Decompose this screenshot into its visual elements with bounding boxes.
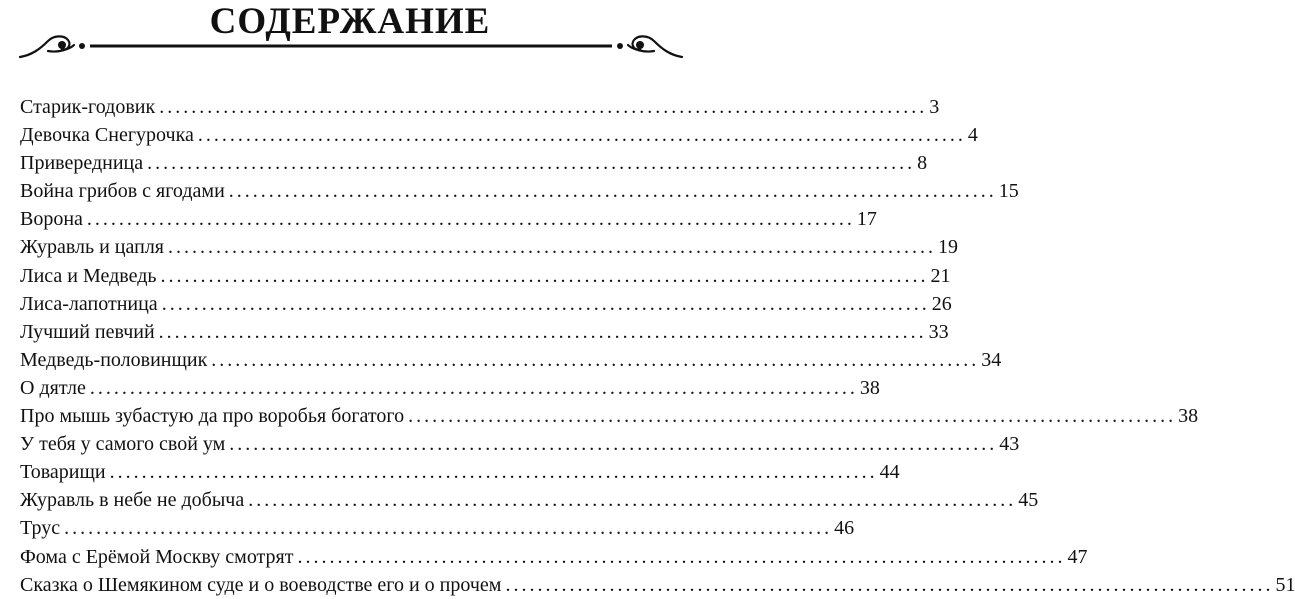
toc-entry-page: 43 <box>999 433 1020 456</box>
toc-entry[interactable] <box>20 543 1088 571</box>
toc-entry-title: Журавль и цапля <box>20 236 165 259</box>
toc-entry-title: Журавль в небе не добыча <box>20 489 245 512</box>
toc-entry-title: О дятле <box>20 376 86 399</box>
toc-entry-page: 38 <box>1178 405 1199 428</box>
toc-entry-page: 3 <box>929 96 940 118</box>
page-title: СОДЕРЖАНИЕ <box>209 1 491 42</box>
toc-entry-title: Про мышь зубастую да про воробья богатого <box>20 405 405 428</box>
toc-entry-page: 51 <box>1275 573 1295 596</box>
toc-entry-page: 33 <box>928 320 949 343</box>
toc-entry-title: Медведь-половинщик <box>20 348 208 371</box>
toc-entry-page: 45 <box>1018 489 1039 512</box>
toc-entry-title: У тебя у самого свой ум <box>20 433 226 456</box>
toc-entry[interactable] <box>20 430 1020 458</box>
toc-entry-page: 15 <box>998 180 1019 203</box>
toc-entry-page: 47 <box>1067 545 1088 568</box>
toc-dot-leader: ................................................................................................ <box>161 292 930 315</box>
right-dot-icon <box>617 43 623 49</box>
divider-rule <box>90 45 612 48</box>
toc-entry[interactable] <box>20 149 928 177</box>
toc-entry-title: Трус <box>20 517 61 540</box>
toc-dot-leader: ................................................................................................ <box>159 96 928 118</box>
toc-entry-title: Старик-годовик <box>20 96 156 118</box>
toc-entry-title: Ворона <box>20 208 83 231</box>
toc-entry-title: Лучший певчий <box>20 320 155 343</box>
toc-dot-leader: ................................................................................................ <box>147 152 916 175</box>
toc-entry-page: 34 <box>981 348 1002 371</box>
table-of-contents <box>20 93 1295 599</box>
toc-entry[interactable] <box>20 402 1199 430</box>
toc-entry-title: Товарищи <box>20 461 106 484</box>
toc-entry-title: Сказка о Шемякином суде и о воеводстве его и о прочем <box>20 573 502 596</box>
toc-entry[interactable] <box>20 486 1039 514</box>
toc-entry[interactable] <box>20 205 877 233</box>
toc-entry-page: 8 <box>917 152 928 175</box>
toc-dot-leader: ................................................................................................ <box>211 348 980 371</box>
toc-entry-page: 38 <box>859 376 880 399</box>
title-divider-ornament <box>18 33 684 59</box>
toc-entry-page: 26 <box>931 292 952 315</box>
toc-dot-leader: ................................................................................................ <box>197 124 966 147</box>
toc-entry-title: Лиса и Медведь <box>20 264 157 287</box>
toc-entry[interactable] <box>20 374 880 402</box>
toc-entry-page: 17 <box>856 208 877 231</box>
toc-dot-leader: ................................................................................................ <box>86 208 855 231</box>
toc-dot-leader: ................................................................................................ <box>248 489 1017 512</box>
toc-entry[interactable] <box>20 177 1019 205</box>
toc-dot-leader: ................................................................................................ <box>64 517 833 540</box>
toc-entry-title: Привередница <box>20 152 144 175</box>
toc-entry[interactable] <box>20 346 1002 374</box>
toc-entry-title: Лиса-лапотница <box>20 292 158 315</box>
toc-dot-leader: ................................................................................................ <box>505 573 1274 596</box>
toc-entry[interactable] <box>20 458 900 486</box>
toc-entry-title: Война грибов с ягодами <box>20 180 225 203</box>
toc-entry[interactable] <box>20 290 952 318</box>
toc-dot-leader: ................................................................................................ <box>228 180 997 203</box>
toc-entry-page: 4 <box>967 124 978 147</box>
toc-entry-title: Фома с Ерёмой Москву смотрят <box>20 545 294 568</box>
toc-dot-leader: ................................................................................................ <box>168 236 937 259</box>
toc-dot-leader: ................................................................................................ <box>229 433 998 456</box>
toc-dot-leader: ................................................................................................ <box>109 461 878 484</box>
toc-entry[interactable] <box>20 233 959 261</box>
toc-entry[interactable] <box>20 93 940 121</box>
toc-dot-leader: ................................................................................................ <box>297 545 1066 568</box>
toc-entry[interactable] <box>20 121 978 149</box>
toc-entry-page: 44 <box>879 461 900 484</box>
left-dot-icon <box>79 43 85 49</box>
toc-entry-page: 19 <box>938 236 959 259</box>
toc-dot-leader: ................................................................................................ <box>408 405 1177 428</box>
toc-dot-leader: ................................................................................................ <box>160 264 929 287</box>
left-flourish-icon <box>20 36 74 57</box>
toc-entry-title: Девочка Снегурочка <box>20 124 194 147</box>
toc-entry[interactable] <box>20 571 1295 599</box>
toc-entry-page: 46 <box>834 517 855 540</box>
toc-dot-leader: ................................................................................................ <box>89 376 858 399</box>
toc-entry[interactable] <box>20 262 951 290</box>
toc-entry[interactable] <box>20 514 855 542</box>
toc-dot-leader: ................................................................................................ <box>158 320 927 343</box>
right-flourish-icon <box>628 36 682 57</box>
toc-entry[interactable] <box>20 318 949 346</box>
toc-entry-page: 21 <box>930 264 951 287</box>
